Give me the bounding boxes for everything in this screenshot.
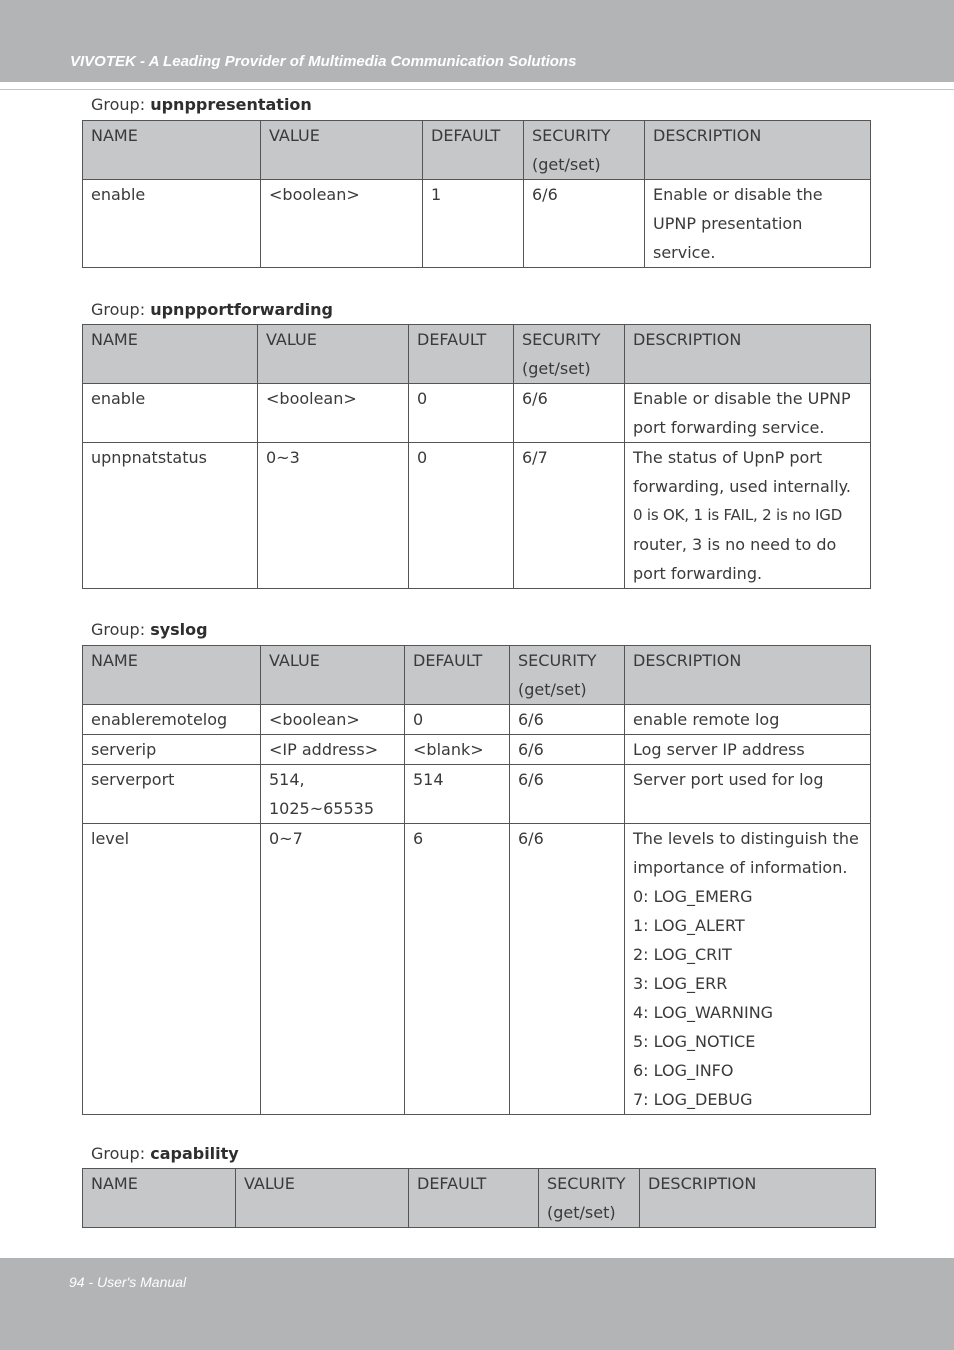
table-row	[83, 735, 871, 765]
cell-security: 6/6	[510, 824, 625, 1115]
column-header-description: DESCRIPTION	[625, 646, 871, 705]
group-title-capability	[91, 1144, 239, 1163]
group-title-upnpportforwarding	[91, 300, 333, 319]
table-row	[83, 180, 871, 268]
cell-value: <boolean>	[258, 384, 409, 443]
column-header-value: VALUE	[261, 121, 423, 180]
page-number-label: 94 - User's Manual	[69, 1274, 187, 1290]
column-header-security: SECURITY (get/set)	[524, 121, 645, 180]
cell-description: Server port used for log	[625, 765, 871, 824]
table-upnppresentation	[82, 120, 871, 268]
column-header-default: DEFAULT	[405, 646, 510, 705]
group-name: capability	[150, 1144, 239, 1163]
cell-security: 6/6	[510, 705, 625, 735]
group-label: Group:	[91, 1144, 146, 1163]
cell-security: 6/6	[510, 735, 625, 765]
cell-description: enable remote log	[625, 705, 871, 735]
table-header-row	[83, 325, 871, 384]
cell-default: 1	[423, 180, 524, 268]
cell-security: 6/7	[514, 443, 625, 589]
column-header-name: NAME	[83, 121, 261, 180]
group-title-upnppresentation	[91, 95, 312, 114]
cell-name: enable	[83, 384, 258, 443]
cell-description: The status of UpnP port forwarding, used internally. 0 is OK, 1 is FAIL, 2 is no IGD router, 3 is no need to do port forwarding.	[625, 443, 871, 589]
cell-default: 514	[405, 765, 510, 824]
page-header	[0, 0, 954, 82]
page-footer	[0, 1258, 954, 1350]
table-row	[83, 384, 871, 443]
cell-name: enableremotelog	[83, 705, 261, 735]
column-header-name: NAME	[83, 325, 258, 384]
cell-name: serverport	[83, 765, 261, 824]
group-label: Group:	[91, 300, 146, 319]
cell-value: <IP address>	[261, 735, 405, 765]
cell-value: <boolean>	[261, 705, 405, 735]
column-header-default: DEFAULT	[423, 121, 524, 180]
group-title-syslog	[91, 620, 208, 639]
cell-security: 6/6	[510, 765, 625, 824]
cell-name: level	[83, 824, 261, 1115]
cell-security: 6/6	[524, 180, 645, 268]
table-row	[83, 443, 871, 589]
column-header-default: DEFAULT	[409, 325, 514, 384]
column-header-description: DESCRIPTION	[640, 1169, 876, 1228]
group-name: upnppresentation	[150, 95, 312, 114]
column-header-security: SECURITY (get/set)	[514, 325, 625, 384]
table-row	[83, 765, 871, 824]
cell-description: Enable or disable the UPNP presentation service.	[645, 180, 871, 268]
header-divider	[0, 89, 954, 90]
table-upnpportforwarding	[82, 324, 871, 589]
column-header-description: DESCRIPTION	[645, 121, 871, 180]
column-header-value: VALUE	[236, 1169, 409, 1228]
cell-value: <boolean>	[261, 180, 423, 268]
cell-name: serverip	[83, 735, 261, 765]
group-name: syslog	[150, 620, 208, 639]
table-header-row	[83, 646, 871, 705]
cell-name: enable	[83, 180, 261, 268]
cell-security: 6/6	[514, 384, 625, 443]
cell-description: Log server IP address	[625, 735, 871, 765]
cell-default: 0	[409, 384, 514, 443]
column-header-security: SECURITY (get/set)	[510, 646, 625, 705]
column-header-name: NAME	[83, 646, 261, 705]
cell-name: upnpnatstatus	[83, 443, 258, 589]
table-capability	[82, 1168, 876, 1228]
header-title: VIVOTEK - A Leading Provider of Multimedia Communication Solutions	[70, 53, 577, 70]
cell-value: 0~3	[258, 443, 409, 589]
cell-value: 0~7	[261, 824, 405, 1115]
group-label: Group:	[91, 95, 146, 114]
group-label: Group:	[91, 620, 146, 639]
column-header-description: DESCRIPTION	[625, 325, 871, 384]
table-syslog	[82, 645, 871, 1115]
cell-value: 514, 1025~65535	[261, 765, 405, 824]
cell-default: 0	[409, 443, 514, 589]
table-header-row	[83, 121, 871, 180]
cell-default: 0	[405, 705, 510, 735]
table-row	[83, 824, 871, 1115]
group-name: upnpportforwarding	[150, 300, 333, 319]
table-row	[83, 705, 871, 735]
column-header-name: NAME	[83, 1169, 236, 1228]
table-header-row	[83, 1169, 876, 1228]
column-header-value: VALUE	[261, 646, 405, 705]
column-header-security: SECURITY (get/set)	[539, 1169, 640, 1228]
cell-default: 6	[405, 824, 510, 1115]
cell-default: <blank>	[405, 735, 510, 765]
cell-description: The levels to distinguish the importance of information. 0: LOG_EMERG 1: LOG_ALERT 2: LOG_CRIT 3: LOG_ERR 4: LOG_WARNING 5: LOG_NOTICE 6: LOG_INFO 7: LOG_DEBUG	[625, 824, 871, 1115]
column-header-value: VALUE	[258, 325, 409, 384]
cell-description: Enable or disable the UPNP port forwarding service.	[625, 384, 871, 443]
column-header-default: DEFAULT	[409, 1169, 539, 1228]
